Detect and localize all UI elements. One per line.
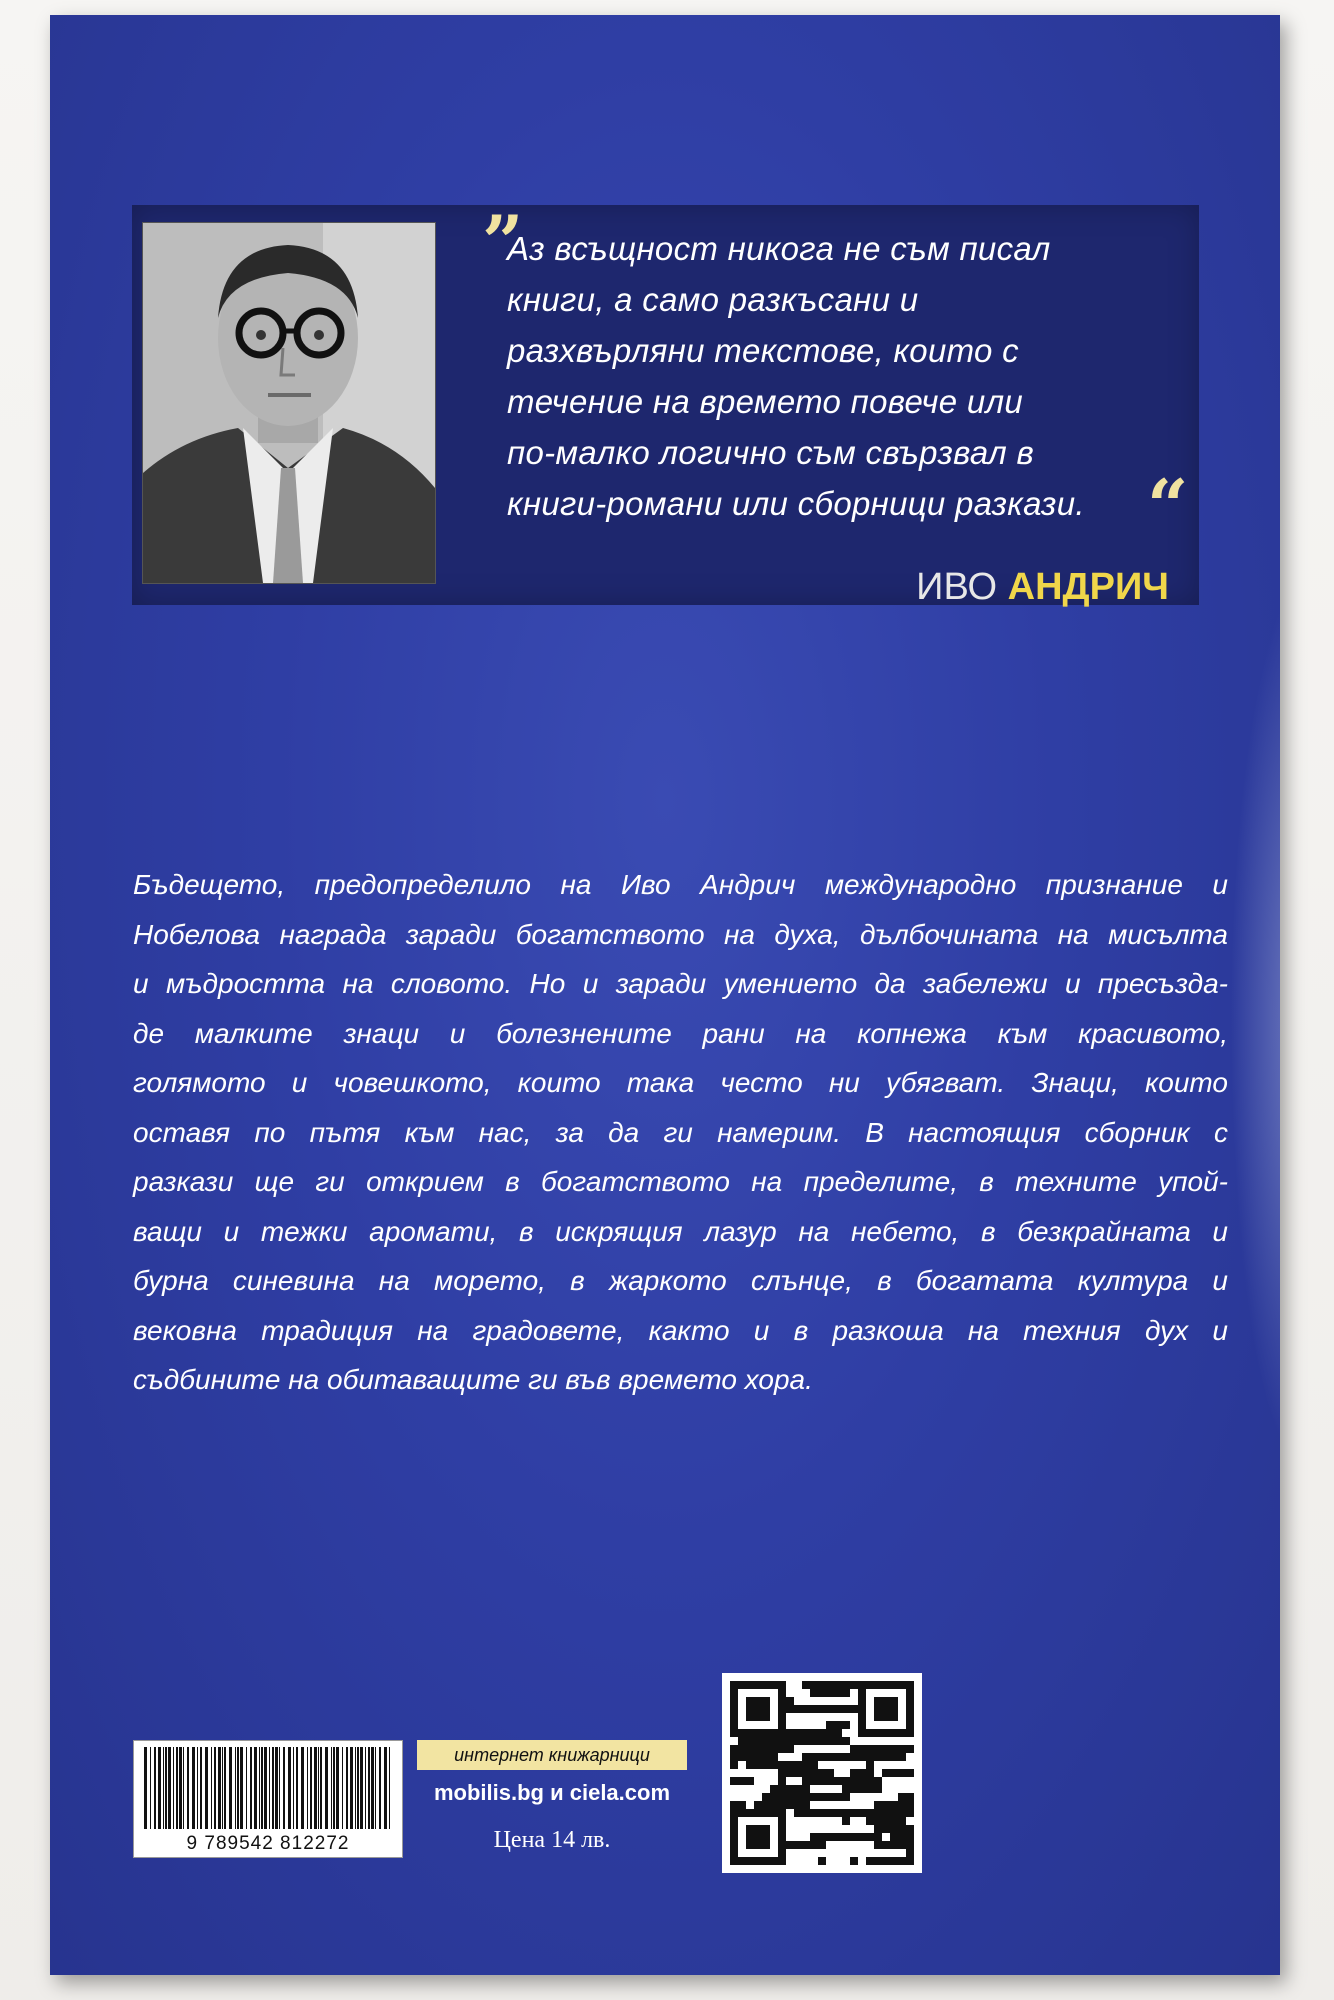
- description-line: де малките знаци и болезнените рани на копнежа към красивото,: [133, 1017, 1228, 1049]
- cover-color-wash: [1230, 575, 1280, 1475]
- description-line: бурна синевина на морето, в жаркото слънце, в богатата култура и: [133, 1265, 1228, 1296]
- author-last-name: АНДРИЧ: [1007, 566, 1169, 608]
- quote-line: Аз всъщност никога не съм писал: [507, 230, 1051, 267]
- isbn-barcode: [133, 1740, 403, 1858]
- quote-line: течение на времето повече или: [507, 383, 1024, 420]
- description-line: голямото и човешкото, които така често ни убягват. Знаци, които: [133, 1067, 1228, 1098]
- author-quote: [507, 223, 1147, 529]
- description-line: разкази ще ги открием в богатството на пределите, в техните упой-: [133, 1166, 1228, 1197]
- description-line: Бъдещето, предопределило на Иво Андрич международно признание и: [133, 869, 1228, 900]
- online-shops-banner: интернет книжарници: [417, 1740, 687, 1770]
- quote-line: книги-романи или сборници разкази.: [507, 485, 1085, 522]
- qr-code: [722, 1673, 922, 1873]
- isbn-number: 9 789542 812272: [186, 1833, 350, 1854]
- quote-line: разхвърляни текстове, които с: [507, 332, 1019, 369]
- author-name: [916, 566, 1169, 609]
- quote-panel: [132, 199, 1199, 608]
- description-line: ващи и тежки аромати, в искрящия лазур на небето, в безкрайната и: [133, 1215, 1228, 1247]
- qr-code-icon: [722, 1673, 922, 1873]
- description-line: и мъдростта на словото. Но и заради умението да забележи и пресъзда-: [133, 968, 1228, 999]
- price-label: Цена 14 лв.: [493, 1827, 611, 1853]
- author-first-name: ИВО: [916, 566, 998, 608]
- quote-line: по-малко логично съм свързвал в: [507, 434, 1035, 471]
- book-description: [133, 860, 1228, 1405]
- closing-quote-mark: “: [1147, 463, 1189, 548]
- shop-urls: mobilis.bg и ciela.com: [433, 1780, 671, 1805]
- opening-quote-mark: ”: [482, 199, 524, 284]
- book-back-cover: [50, 15, 1280, 1975]
- description-line: оставя по пътя към нас, за да ги намерим. В настоящия сборник с: [133, 1116, 1228, 1148]
- description-line: Нобелова награда заради богатството на духа, дълбочината на мисълта: [133, 918, 1228, 950]
- description-line: съдбините на обитаващите ги във времето хора.: [133, 1364, 813, 1395]
- quote-line: книги, а само разкъсани и: [507, 281, 919, 318]
- description-line: вековна традиция на градовете, както и в разкоша на техния дух и: [133, 1314, 1228, 1346]
- author-portrait: [142, 222, 436, 584]
- barcode-bars: [142, 1747, 394, 1829]
